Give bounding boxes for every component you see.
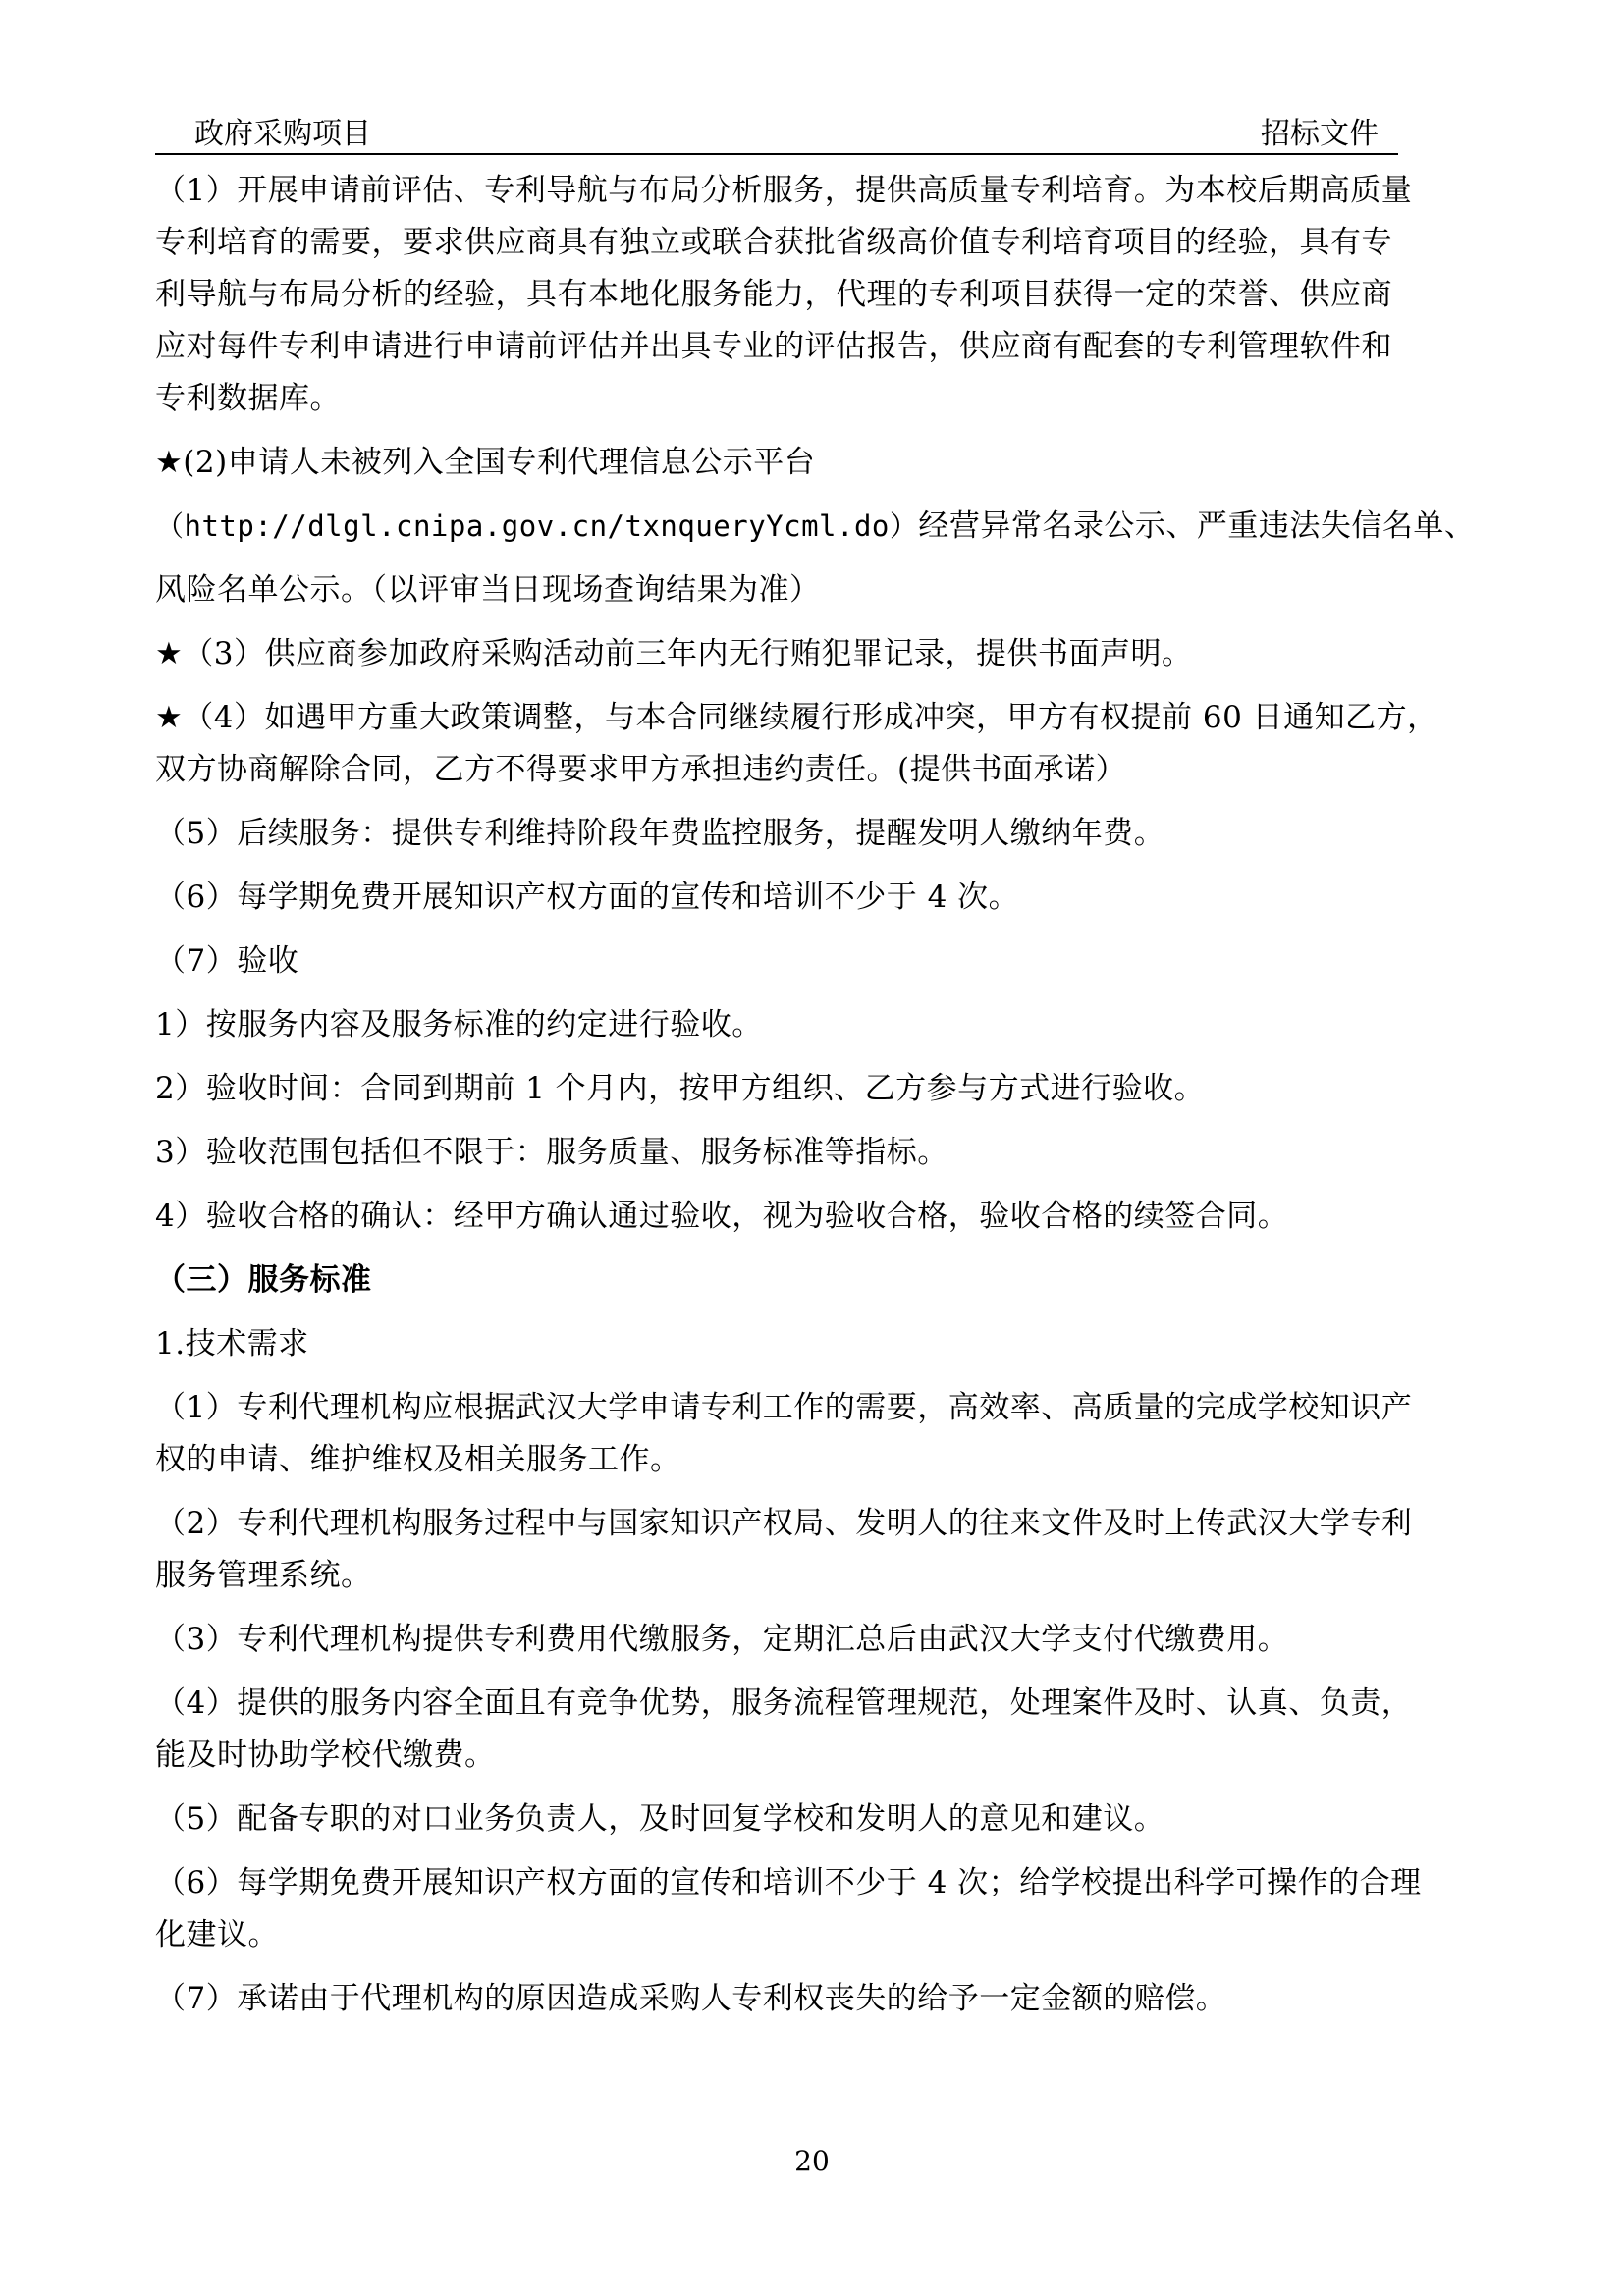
- page-number: 20: [794, 2145, 830, 2177]
- requirement-3-line: （3）专利代理机构提供专利费用代缴服务，定期汇总后由武汉大学支付代缴费用。: [155, 1622, 1289, 1657]
- acceptance-item-3: 3）验收范围包括但不限于：服务质量、服务标准等指标。: [155, 1135, 948, 1170]
- paragraph-2-text: (2)申请人未被列入全国专利代理信息公示平台: [183, 445, 816, 480]
- section-heading-service-standard: （三）服务标准: [155, 1262, 372, 1298]
- document-body: [155, 165, 1481, 2025]
- header-document-type: 招标文件: [1261, 117, 1379, 151]
- paragraph-1-line: 利导航与布局分析的经验，具有本地化服务能力，代理的专利项目获得一定的荣誉、供应商: [155, 277, 1392, 312]
- paragraph-2-line: 风险名单公示。（以评审当日现场查询结果为准）: [155, 572, 821, 608]
- paragraph-2-line: [155, 501, 1481, 553]
- requirement-2-line: 服务管理系统。: [155, 1558, 372, 1593]
- requirement-1-line: （1）专利代理机构应根据武汉大学申请专利工作的需要，高效率、高质量的完成学校知识产: [155, 1390, 1413, 1425]
- acceptance-item-2: 2）验收时间：合同到期前 1 个月内，按甲方组织、乙方参与方式进行验收。: [155, 1071, 1206, 1106]
- paragraph-1-line: 应对每件专利申请进行申请前评估并出具专业的评估报告，供应商有配套的专利管理软件和: [155, 329, 1392, 364]
- acceptance-item-4: 4）验收合格的确认：经甲方确认通过验收，视为验收合格，验收合格的续签合同。: [155, 1199, 1289, 1234]
- paragraph-3-line: [155, 628, 1481, 680]
- star-icon: ★: [155, 636, 184, 671]
- paragraph-4-text: （4）如遇甲方重大政策调整，与本合同继续履行形成冲突，甲方有权提前 60 日通知乙方，: [183, 700, 1438, 735]
- acceptance-item-1: 1）按服务内容及服务标准的约定进行验收。: [155, 1007, 763, 1042]
- requirement-4-line: （4）提供的服务内容全面且有竞争优势，服务流程管理规范，处理案件及时、认真、负责，: [155, 1685, 1413, 1721]
- requirement-2-line: （2）专利代理机构服务过程中与国家知识产权局、发明人的往来文件及时上传武汉大学专利: [155, 1506, 1413, 1541]
- paragraph-4-line: 双方协商解除合同，乙方不得要求甲方承担违约责任。(提供书面承诺）: [155, 752, 1127, 787]
- header-project-type: 政府采购项目: [194, 117, 371, 151]
- paragraph-3-text: （3）供应商参加政府采购活动前三年内无行贿犯罪记录，提供书面声明。: [183, 636, 1193, 671]
- platform-url-link[interactable]: （http://dlgl.cnipa.gov.cn/txnqueryYcml.do）: [155, 509, 919, 543]
- star-icon: ★: [155, 700, 184, 735]
- requirement-4-line: 能及时协助学校代缴费。: [155, 1737, 496, 1773]
- paragraph-5-line: （5）后续服务：提供专利维持阶段年费监控服务，提醒发明人缴纳年费。: [155, 816, 1165, 851]
- requirement-5-line: （5）配备专职的对口业务负责人，及时回复学校和发明人的意见和建议。: [155, 1801, 1165, 1837]
- requirement-1-line: 权的申请、维护维权及相关服务工作。: [155, 1442, 681, 1477]
- page-header: [155, 116, 1398, 155]
- requirement-7-line: （7）承诺由于代理机构的原因造成采购人专利权丧失的给予一定金额的赔偿。: [155, 1981, 1227, 2016]
- star-icon: ★: [155, 445, 184, 480]
- paragraph-6-line: （6）每学期免费开展知识产权方面的宣传和培训不少于 4 次。: [155, 880, 1020, 915]
- paragraph-4-line: [155, 692, 1481, 744]
- paragraph-1-line: 专利培育的需要，要求供应商具有独立或联合获批省级高价值专利培育项目的经验，具有专: [155, 225, 1392, 260]
- paragraph-2-line: [155, 437, 1481, 489]
- requirement-6-line: 化建议。: [155, 1917, 279, 1952]
- paragraph-7-line: （7）验收: [155, 943, 299, 979]
- paragraph-1-line: 专利数据库。: [155, 381, 341, 416]
- subsection-heading-tech-requirements: 1.技术需求: [155, 1326, 309, 1362]
- requirement-6-line: （6）每学期免费开展知识产权方面的宣传和培训不少于 4 次；给学校提出科学可操作的合理: [155, 1865, 1422, 1900]
- paragraph-2-text: 经营异常名录公示、严重违法失信名单、: [918, 508, 1476, 544]
- paragraph-1-line: （1）开展申请前评估、专利导航与布局分析服务，提供高质量专利培育。为本校后期高质量: [155, 173, 1413, 208]
